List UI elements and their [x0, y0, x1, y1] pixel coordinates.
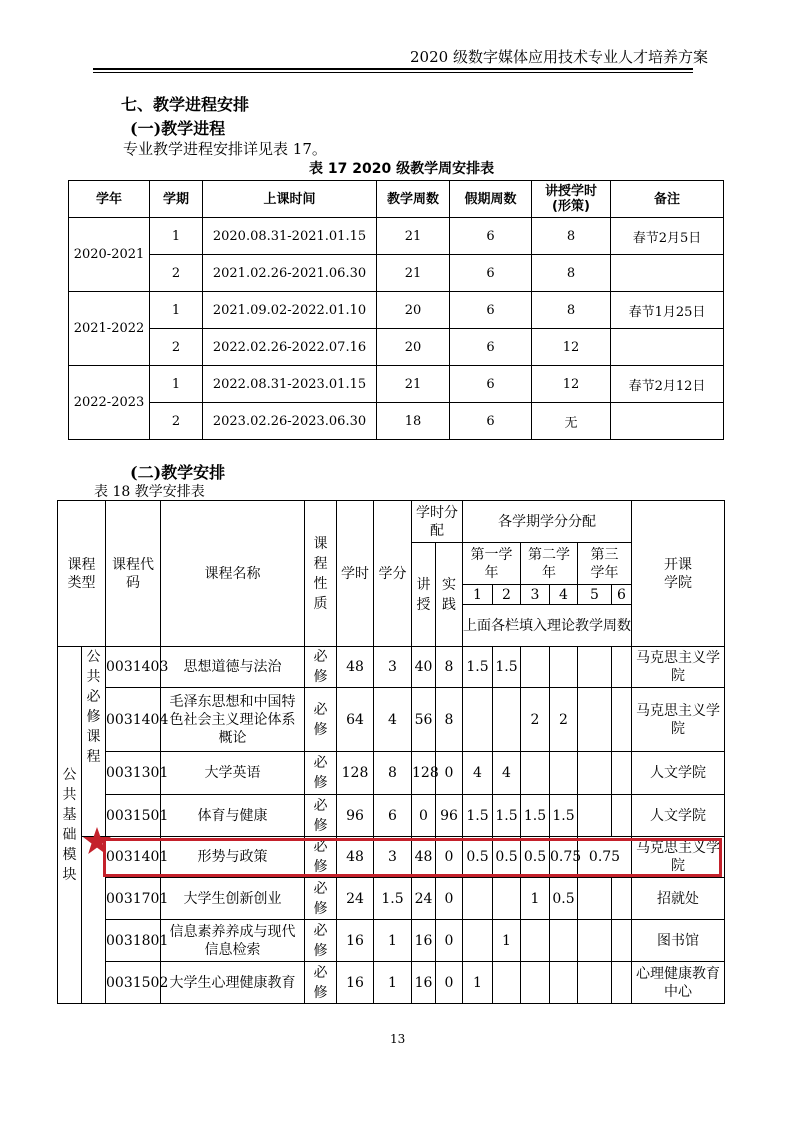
- header-period: 上课时间: [203, 181, 377, 218]
- note-cell: 春节2月5日: [611, 218, 724, 255]
- table17-caption: 表 17 2020 级教学周安排表: [309, 161, 495, 177]
- header-year3: 第三学年: [578, 543, 632, 585]
- term-cell: 1: [150, 292, 203, 329]
- term-credit: [550, 962, 578, 1004]
- course-nature: [305, 752, 337, 795]
- term-credit: 0.5: [521, 837, 550, 878]
- header-credits: 学分: [374, 501, 412, 647]
- period-cell: 2020.08.31-2021.01.15: [203, 218, 377, 255]
- weeks-cell: 20: [377, 329, 450, 366]
- term-credit: [612, 962, 632, 1004]
- course-hours: 16: [337, 962, 374, 1004]
- term-credit: 1.5: [550, 795, 578, 837]
- course-lecture: 40: [412, 647, 436, 688]
- term-credit: 1.5: [493, 647, 521, 688]
- hours-cell: 8: [532, 218, 611, 255]
- term-cell: 2: [150, 255, 203, 292]
- term-credit: 1.5: [463, 795, 493, 837]
- term-credit: 1.5: [493, 795, 521, 837]
- header-term1: 1: [463, 585, 493, 605]
- table-row: [58, 920, 725, 962]
- course-credits: 4: [374, 688, 412, 752]
- header-lecture-text: 讲授: [416, 576, 431, 613]
- term-credit: [493, 688, 521, 752]
- term-credit: [578, 647, 612, 688]
- term-credit: [463, 688, 493, 752]
- header-weeks: 教学周数: [377, 181, 450, 218]
- period-cell: 2021.09.02-2022.01.10: [203, 292, 377, 329]
- term-credit: [521, 962, 550, 1004]
- header-note: 上面各栏填入理论教学周数: [463, 605, 632, 647]
- course-hours: 48: [337, 837, 374, 878]
- table-row: [58, 647, 725, 688]
- table-row: [58, 688, 725, 752]
- header-course-name: 课程名称: [161, 501, 305, 647]
- course-lecture: 16: [412, 962, 436, 1004]
- subsection-title-2: (二)教学安排: [130, 463, 226, 482]
- header-course-nature-text: 课程性质: [313, 535, 328, 612]
- table-row: [69, 329, 724, 366]
- course-code: 0031403: [106, 647, 161, 688]
- header-term-distribution: 各学期学分分配: [463, 501, 632, 543]
- term-credit: 1: [521, 878, 550, 920]
- period-cell: 2023.02.26-2023.06.30: [203, 403, 377, 440]
- course-name: 体育与健康: [161, 795, 305, 837]
- header-term5: 5: [578, 585, 612, 605]
- table-row: [69, 218, 724, 255]
- term-credit: 0.5: [550, 878, 578, 920]
- term-credit: [463, 920, 493, 962]
- term-credit: [578, 752, 612, 795]
- group-cell-empty: [82, 837, 106, 1004]
- note-cell: [611, 255, 724, 292]
- term-credit: [612, 795, 632, 837]
- header-course-type: 课程类型: [58, 501, 106, 647]
- period-cell: 2022.02.26-2022.07.16: [203, 329, 377, 366]
- course-credits: 1: [374, 962, 412, 1004]
- course-code: 0031801: [106, 920, 161, 962]
- hours-cell: 12: [532, 366, 611, 403]
- course-nature: [305, 688, 337, 752]
- term-credit: 4: [463, 752, 493, 795]
- table-row: [58, 752, 725, 795]
- course-nature-text: 必修: [313, 701, 328, 738]
- header-rule-thin: [93, 72, 693, 73]
- hours-cell: 无: [532, 403, 611, 440]
- course-lecture: 128: [412, 752, 436, 795]
- weeks-cell: 18: [377, 403, 450, 440]
- hours-cell: 8: [532, 255, 611, 292]
- course-code: 0031502: [106, 962, 161, 1004]
- header-lecture: [412, 543, 436, 647]
- term-credit: [612, 688, 632, 752]
- course-credits: 8: [374, 752, 412, 795]
- table-row: [69, 255, 724, 292]
- term-credit: [521, 752, 550, 795]
- table-row: [58, 878, 725, 920]
- course-nature-text: 必修: [313, 964, 328, 1001]
- table-row: [58, 795, 725, 837]
- term-credit: 4: [493, 752, 521, 795]
- course-college: 马克思主义学院: [632, 688, 725, 752]
- course-college: 人文学院: [632, 752, 725, 795]
- term-credit: [550, 752, 578, 795]
- term-credit: [463, 878, 493, 920]
- course-hours: 64: [337, 688, 374, 752]
- week-schedule-table: [68, 180, 724, 440]
- course-practice: 0: [436, 837, 463, 878]
- term-credit: 0.5: [463, 837, 493, 878]
- period-cell: 2022.08.31-2023.01.15: [203, 366, 377, 403]
- course-credits: 1.5: [374, 878, 412, 920]
- course-credits: 3: [374, 837, 412, 878]
- course-lecture: 56: [412, 688, 436, 752]
- course-name: 毛泽东思想和中国特色社会主义理论体系概论: [161, 688, 305, 752]
- star-icon: [82, 826, 112, 856]
- header-term3: 3: [521, 585, 550, 605]
- course-code: 0031301: [106, 752, 161, 795]
- term-cell: 1: [150, 218, 203, 255]
- header-hour-split: 学时分配: [412, 501, 463, 543]
- term-credit: 2: [550, 688, 578, 752]
- note-cell: 春节1月25日: [611, 292, 724, 329]
- term-credit: [578, 795, 612, 837]
- header-note: 备注: [611, 181, 724, 218]
- course-name: 思想道德与法治: [161, 647, 305, 688]
- course-practice: 96: [436, 795, 463, 837]
- term-credit: 0.5: [493, 837, 521, 878]
- course-credits: 3: [374, 647, 412, 688]
- course-nature-text: 必修: [313, 755, 328, 791]
- term-credit: [550, 920, 578, 962]
- course-practice: 8: [436, 688, 463, 752]
- holiday-cell: 6: [450, 366, 532, 403]
- intro-paragraph: 专业教学进程安排详见表 17。: [123, 140, 327, 158]
- period-cell: 2021.02.26-2021.06.30: [203, 255, 377, 292]
- course-hours: 48: [337, 647, 374, 688]
- highlight-box: [103, 838, 722, 877]
- table-row: [69, 366, 724, 403]
- course-practice: 0: [436, 962, 463, 1004]
- header-practice-text: 实践: [442, 576, 456, 613]
- term-cell: 2: [150, 329, 203, 366]
- term-credit: [578, 688, 612, 752]
- term-credit: [578, 920, 612, 962]
- course-code: 0031501: [106, 795, 161, 837]
- document-header-title: 2020 级数字媒体应用技术专业人才培养方案: [410, 48, 708, 66]
- term-credit: [521, 920, 550, 962]
- course-nature: [305, 920, 337, 962]
- header-year2: 第二学年: [521, 543, 578, 585]
- section-title: 七、教学进程安排: [121, 95, 250, 114]
- course-nature: [305, 878, 337, 920]
- header-year1: 第一学年: [463, 543, 521, 585]
- weeks-cell: 21: [377, 218, 450, 255]
- term-credit: 1: [463, 962, 493, 1004]
- term-credit: 0.75: [550, 837, 578, 878]
- course-nature-text: 必修: [313, 797, 328, 834]
- table-row: [58, 962, 725, 1004]
- course-practice: 0: [436, 878, 463, 920]
- holiday-cell: 6: [450, 403, 532, 440]
- table-row: [69, 292, 724, 329]
- year-cell: 2022-2023: [69, 366, 150, 440]
- hours-cell: 8: [532, 292, 611, 329]
- holiday-cell: 6: [450, 255, 532, 292]
- term-credit: [612, 878, 632, 920]
- term-credit: 2: [521, 688, 550, 752]
- course-practice: 0: [436, 752, 463, 795]
- course-credits: 6: [374, 795, 412, 837]
- header-term: 学期: [150, 181, 203, 218]
- header-hours: [532, 181, 611, 218]
- term-credit: [578, 962, 612, 1004]
- term-credit: [612, 647, 632, 688]
- term-credit: [493, 962, 521, 1004]
- term-credit: 1.5: [463, 647, 493, 688]
- table18-caption: 表 18 教学安排表: [94, 484, 205, 500]
- header-college-text: 开课学院: [664, 556, 692, 591]
- term-credit: 1.5: [521, 795, 550, 837]
- note-cell: [611, 403, 724, 440]
- weeks-cell: 21: [377, 366, 450, 403]
- header-hours: 学时: [337, 501, 374, 647]
- course-hours: 96: [337, 795, 374, 837]
- course-lecture: 24: [412, 878, 436, 920]
- course-name: 大学生心理健康教育: [161, 962, 305, 1004]
- holiday-cell: 6: [450, 292, 532, 329]
- header-holiday: 假期周数: [450, 181, 532, 218]
- header-course-code: 课程代码: [106, 501, 161, 647]
- header-rule: [93, 68, 693, 70]
- header-course-nature: [305, 501, 337, 647]
- header-term2: 2: [493, 585, 521, 605]
- term-credit: [493, 878, 521, 920]
- year-cell: 2021-2022: [69, 292, 150, 366]
- course-nature-text: 必修: [313, 649, 328, 685]
- holiday-cell: 6: [450, 218, 532, 255]
- page-number: 13: [390, 1032, 406, 1046]
- course-name: 信息素养养成与现代信息检索: [161, 920, 305, 962]
- course-hours: 16: [337, 920, 374, 962]
- course-nature: [305, 962, 337, 1004]
- term-credit: 0.75: [578, 837, 632, 878]
- term-credit: [550, 647, 578, 688]
- course-nature-text: 必修: [313, 922, 328, 959]
- course-college: 马克思主义学院: [632, 837, 725, 878]
- subsection-title: (一)教学进程: [130, 119, 226, 138]
- course-college: 人文学院: [632, 795, 725, 837]
- header-term4: 4: [550, 585, 578, 605]
- hours-cell: 12: [532, 329, 611, 366]
- course-lecture: 48: [412, 837, 436, 878]
- course-credits: 1: [374, 920, 412, 962]
- course-lecture: 0: [412, 795, 436, 837]
- course-code: 0031701: [106, 878, 161, 920]
- year-cell: 2020-2021: [69, 218, 150, 292]
- note-cell: 春节2月12日: [611, 366, 724, 403]
- course-college: 心理健康教育中心: [632, 962, 725, 1004]
- course-college: 马克思主义学院: [632, 647, 725, 688]
- term-credit: [521, 647, 550, 688]
- course-name: 形势与政策: [161, 837, 305, 878]
- header-year: 学年: [69, 181, 150, 218]
- course-code: 0031404: [106, 688, 161, 752]
- course-arrangement-table: [57, 500, 725, 1004]
- group-cell: [82, 647, 106, 837]
- course-hours: 128: [337, 752, 374, 795]
- course-code: 0031401: [106, 837, 161, 878]
- weeks-cell: 21: [377, 255, 450, 292]
- header-practice: [436, 543, 463, 647]
- group-text: 公共必修课程: [86, 649, 101, 765]
- term-credit: 1: [493, 920, 521, 962]
- term-credit: [612, 920, 632, 962]
- course-nature-text: 必修: [313, 880, 328, 917]
- term-cell: 2: [150, 403, 203, 440]
- module-text: 公共基础模块: [62, 767, 77, 883]
- weeks-cell: 20: [377, 292, 450, 329]
- term-credit: [612, 752, 632, 795]
- term-credit: [578, 878, 612, 920]
- course-college: 图书馆: [632, 920, 725, 962]
- term-cell: 1: [150, 366, 203, 403]
- module-cell: [58, 647, 82, 1004]
- course-nature: [305, 795, 337, 837]
- course-nature-text: 必修: [313, 839, 328, 875]
- course-practice: 8: [436, 647, 463, 688]
- table-row: [69, 403, 724, 440]
- header-college: [632, 501, 725, 647]
- note-cell: [611, 329, 724, 366]
- holiday-cell: 6: [450, 329, 532, 366]
- course-name: 大学生创新创业: [161, 878, 305, 920]
- course-hours: 24: [337, 878, 374, 920]
- course-name: 大学英语: [161, 752, 305, 795]
- header-hours-line2: (形策): [552, 199, 590, 214]
- header-hours-line1: 讲授学时: [544, 184, 597, 199]
- course-lecture: 16: [412, 920, 436, 962]
- course-college: 招就处: [632, 878, 725, 920]
- course-practice: 0: [436, 920, 463, 962]
- course-nature: [305, 647, 337, 688]
- header-term6: 6: [612, 585, 632, 605]
